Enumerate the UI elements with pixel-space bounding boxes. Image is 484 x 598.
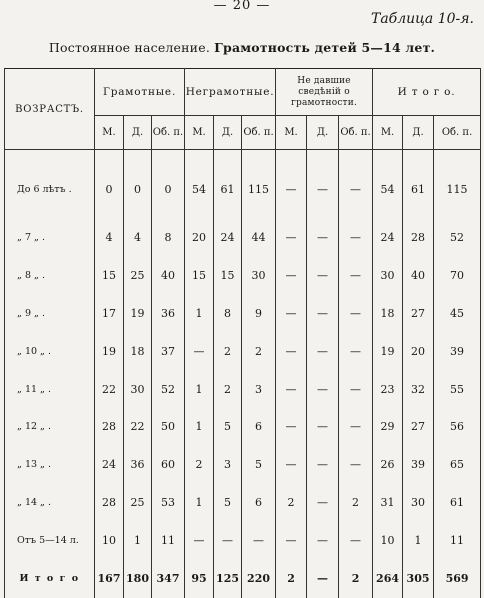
table-cell: — xyxy=(242,522,276,560)
age-label: „ 11 „ . xyxy=(5,370,95,408)
age-label: „ 13 „ . xyxy=(5,446,95,484)
table-cell: 20 xyxy=(403,332,434,370)
table-cell: 29 xyxy=(373,408,403,446)
table-cell: 61 xyxy=(214,150,242,219)
table-cell: 9 xyxy=(242,294,276,332)
table-cell: 15 xyxy=(95,256,124,294)
table-cell: 1 xyxy=(185,294,214,332)
total-cell: 264 xyxy=(373,560,403,598)
table-cell: — xyxy=(185,522,214,560)
table-cell: 6 xyxy=(242,408,276,446)
table-cell: 5 xyxy=(214,484,242,522)
table-cell: 3 xyxy=(214,446,242,484)
table-label: Таблица 10-я. xyxy=(371,11,474,27)
table-cell: 17 xyxy=(95,294,124,332)
table-cell: — xyxy=(339,408,373,446)
table-cell: 56 xyxy=(434,408,481,446)
table-cell: 30 xyxy=(403,484,434,522)
table-cell: — xyxy=(307,484,339,522)
table-cell: 23 xyxy=(373,370,403,408)
table-cell: 27 xyxy=(403,294,434,332)
sub-header: Д. xyxy=(307,116,339,150)
table-cell: — xyxy=(214,522,242,560)
table-cell: 2 xyxy=(276,484,307,522)
table-cell: — xyxy=(276,218,307,256)
table-cell: 54 xyxy=(373,150,403,219)
table-row xyxy=(5,370,481,408)
table-cell: 60 xyxy=(152,446,185,484)
literacy-table xyxy=(4,68,481,598)
age-label: „ 10 „ . xyxy=(5,332,95,370)
table-cell: — xyxy=(276,332,307,370)
table-cell: — xyxy=(185,332,214,370)
table-cell: 15 xyxy=(214,256,242,294)
table-cell: 8 xyxy=(152,218,185,256)
table-cell: 19 xyxy=(124,294,152,332)
table-cell: 31 xyxy=(373,484,403,522)
table-cell: 24 xyxy=(95,446,124,484)
table-cell: 1 xyxy=(124,522,152,560)
table-row xyxy=(5,218,481,256)
table-cell: 27 xyxy=(403,408,434,446)
table-cell: 11 xyxy=(152,522,185,560)
table-row xyxy=(5,446,481,484)
page-number: — 20 — xyxy=(213,0,271,13)
age-label: Отъ 5—14 л. xyxy=(5,522,95,560)
table-cell: 4 xyxy=(95,218,124,256)
table-cell: 22 xyxy=(124,408,152,446)
table-cell: — xyxy=(339,150,373,219)
table-cell: 19 xyxy=(373,332,403,370)
table-cell: — xyxy=(339,218,373,256)
total-cell: 305 xyxy=(403,560,434,598)
age-label: „ 7 „ . xyxy=(5,218,95,256)
table-cell: 22 xyxy=(95,370,124,408)
age-label: „ 12 „ . xyxy=(5,408,95,446)
table-row xyxy=(5,294,481,332)
table-cell: 115 xyxy=(242,150,276,219)
table-cell: 8 xyxy=(214,294,242,332)
total-cell: 2 xyxy=(276,560,307,598)
table-cell: 2 xyxy=(214,370,242,408)
total-cell: 167 xyxy=(95,560,124,598)
table-cell: 30 xyxy=(242,256,276,294)
table-row xyxy=(5,332,481,370)
table-cell: — xyxy=(307,332,339,370)
title-regular: Постоянное население. xyxy=(48,40,215,55)
page-title xyxy=(0,40,484,55)
table-cell: 61 xyxy=(403,150,434,219)
table-cell: 15 xyxy=(185,256,214,294)
table-cell: 1 xyxy=(185,408,214,446)
table-cell: — xyxy=(276,150,307,219)
table-cell: 2 xyxy=(242,332,276,370)
table-row xyxy=(5,484,481,522)
table-cell: 36 xyxy=(124,446,152,484)
sub-header: М. xyxy=(276,116,307,150)
table-cell: — xyxy=(276,370,307,408)
table-cell: 10 xyxy=(95,522,124,560)
table-cell: 44 xyxy=(242,218,276,256)
table-cell: — xyxy=(276,446,307,484)
total-cell: 125 xyxy=(214,560,242,598)
table-cell: 10 xyxy=(373,522,403,560)
table-cell: 32 xyxy=(403,370,434,408)
table-cell: 19 xyxy=(95,332,124,370)
table-cell: 39 xyxy=(434,332,481,370)
table-cell: 39 xyxy=(403,446,434,484)
total-cell: 180 xyxy=(124,560,152,598)
table-cell: 30 xyxy=(373,256,403,294)
table-cell: — xyxy=(307,408,339,446)
table-cell: 115 xyxy=(434,150,481,219)
table-cell: 25 xyxy=(124,484,152,522)
sub-header: М. xyxy=(185,116,214,150)
sub-header: Д. xyxy=(124,116,152,150)
group-header-illiterate: Неграмотные. xyxy=(185,69,276,116)
table-cell: 52 xyxy=(434,218,481,256)
table-cell: — xyxy=(307,218,339,256)
age-label: „ 8 „ . xyxy=(5,256,95,294)
table-cell: 53 xyxy=(152,484,185,522)
table-cell: 20 xyxy=(185,218,214,256)
total-cell: 220 xyxy=(242,560,276,598)
sub-header: Д. xyxy=(214,116,242,150)
age-label: „ 9 „ . xyxy=(5,294,95,332)
table-cell: 70 xyxy=(434,256,481,294)
table-cell: 0 xyxy=(124,150,152,219)
table-row xyxy=(5,408,481,446)
table-cell: — xyxy=(339,370,373,408)
table-cell: 2 xyxy=(185,446,214,484)
table-cell: — xyxy=(307,370,339,408)
table-cell: 0 xyxy=(95,150,124,219)
total-cell: 2 xyxy=(339,560,373,598)
sub-header: Об. п. xyxy=(339,116,373,150)
table-cell: 6 xyxy=(242,484,276,522)
table-cell: 50 xyxy=(152,408,185,446)
age-label: „ 14 „ . xyxy=(5,484,95,522)
table-cell: 0 xyxy=(152,150,185,219)
title-bold: Грамотность детей 5—14 лет. xyxy=(214,40,436,55)
table-cell: — xyxy=(339,446,373,484)
table-cell: 3 xyxy=(242,370,276,408)
table-body xyxy=(5,150,481,598)
table-cell: — xyxy=(307,256,339,294)
table-cell: 1 xyxy=(185,484,214,522)
table-cell: 11 xyxy=(434,522,481,560)
table-cell: 36 xyxy=(152,294,185,332)
group-header-literate: Грамотные. xyxy=(95,69,185,116)
table-cell: 5 xyxy=(214,408,242,446)
table-row xyxy=(5,150,481,219)
table-cell: 26 xyxy=(373,446,403,484)
table-cell: 2 xyxy=(339,484,373,522)
total-label: И т о г о xyxy=(5,560,95,598)
group-header-row xyxy=(5,69,481,116)
age-column-header: ВОЗРАСТЪ. xyxy=(5,69,95,150)
table-cell: — xyxy=(276,522,307,560)
table-cell: 24 xyxy=(214,218,242,256)
table-cell: 65 xyxy=(434,446,481,484)
table-cell: — xyxy=(307,446,339,484)
table-cell: 55 xyxy=(434,370,481,408)
table-cell: — xyxy=(339,294,373,332)
table-cell: 45 xyxy=(434,294,481,332)
table-cell: — xyxy=(307,522,339,560)
table-cell: — xyxy=(276,256,307,294)
sub-header: Об. п. xyxy=(434,116,481,150)
table-cell: — xyxy=(276,408,307,446)
table-cell: 18 xyxy=(124,332,152,370)
table-cell: 54 xyxy=(185,150,214,219)
sub-header: Об. п. xyxy=(242,116,276,150)
table-cell: 1 xyxy=(185,370,214,408)
table-cell: 5 xyxy=(242,446,276,484)
table-cell: 28 xyxy=(95,408,124,446)
age-label: До 6 лѣтъ . xyxy=(5,150,95,219)
table-cell: 4 xyxy=(124,218,152,256)
group-header-no-info: Не давшие сведѣній о грамотности. xyxy=(276,69,373,116)
table-cell: 40 xyxy=(403,256,434,294)
table-cell: 2 xyxy=(214,332,242,370)
table-cell: — xyxy=(276,294,307,332)
sub-header: М. xyxy=(373,116,403,150)
table-cell: — xyxy=(339,522,373,560)
table-cell: 61 xyxy=(434,484,481,522)
table-cell: 28 xyxy=(403,218,434,256)
table-cell: 40 xyxy=(152,256,185,294)
total-cell: 569 xyxy=(434,560,481,598)
group-header-total: И т о г о. xyxy=(373,69,481,116)
table-cell: — xyxy=(339,332,373,370)
sub-header: М. xyxy=(95,116,124,150)
table-cell: 30 xyxy=(124,370,152,408)
total-row xyxy=(5,560,481,598)
table-cell: 28 xyxy=(95,484,124,522)
total-cell: 347 xyxy=(152,560,185,598)
table-cell: 52 xyxy=(152,370,185,408)
table-cell: 1 xyxy=(403,522,434,560)
sub-header: Д. xyxy=(403,116,434,150)
sub-header: Об. п. xyxy=(152,116,185,150)
table-cell: 37 xyxy=(152,332,185,370)
table-row xyxy=(5,522,481,560)
table-cell: — xyxy=(307,150,339,219)
table-cell: — xyxy=(307,294,339,332)
table-cell: 18 xyxy=(373,294,403,332)
table-cell: — xyxy=(339,256,373,294)
total-cell: — xyxy=(307,560,339,598)
table-row xyxy=(5,256,481,294)
table-cell: 25 xyxy=(124,256,152,294)
table-cell: 24 xyxy=(373,218,403,256)
total-cell: 95 xyxy=(185,560,214,598)
